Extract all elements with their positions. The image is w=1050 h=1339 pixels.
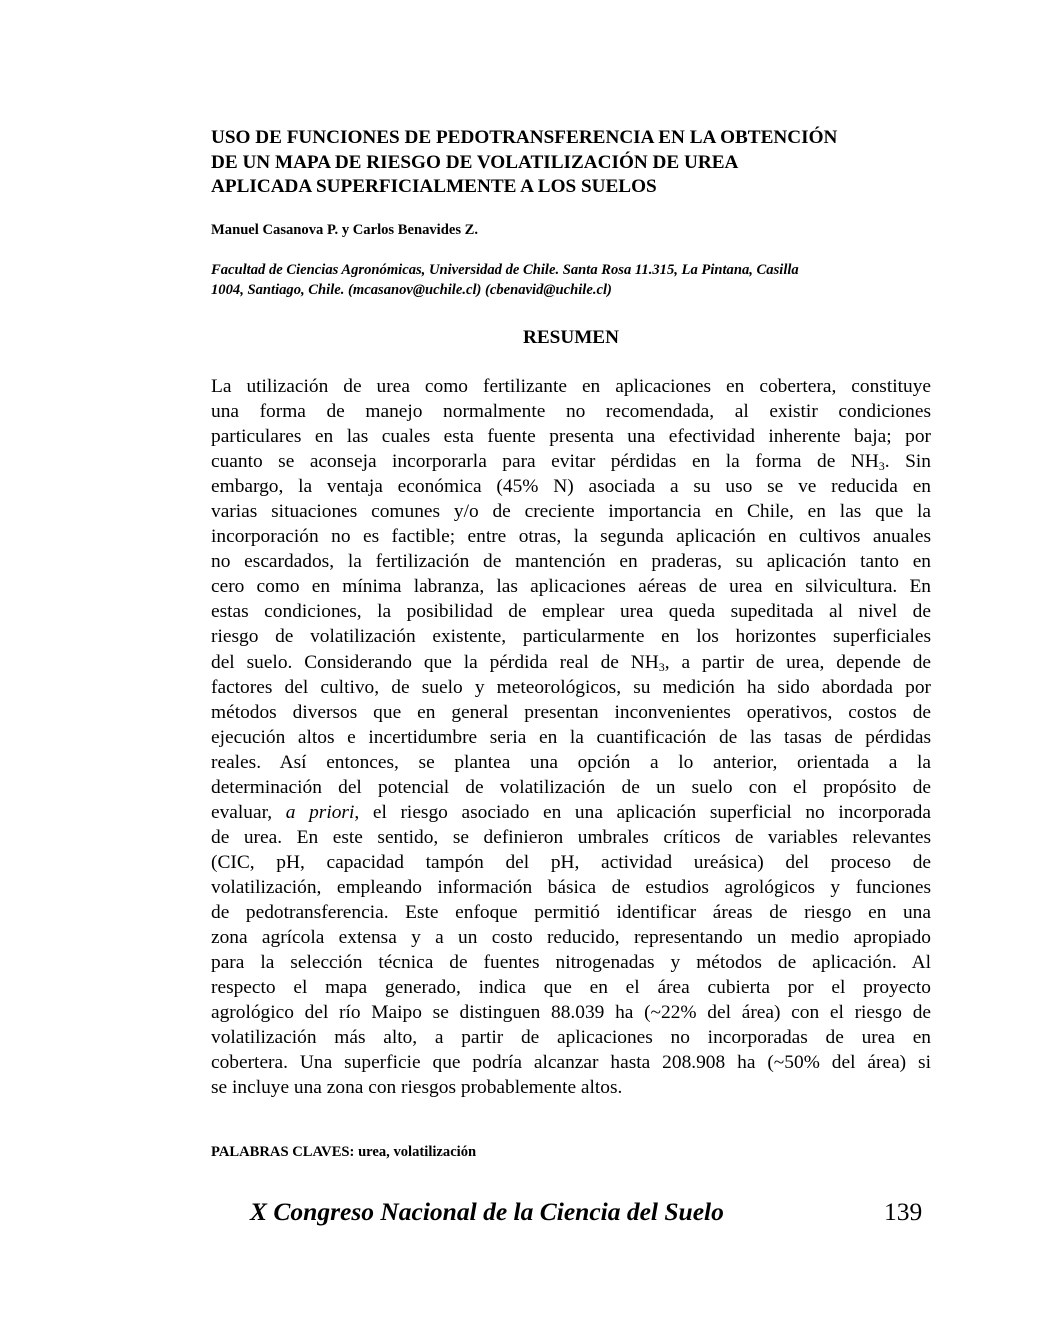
abstract-line: de urea. En este sentido, se definieron umbrales críticos de variables relevantes: [211, 826, 931, 848]
affiliation-line: Facultad de Ciencias Agronómicas, Universidad de Chile. Santa Rosa 11.315, La Pintana, Casilla: [211, 262, 799, 278]
abstract-line: factores del cultivo, de suelo y meteorológicos, su medición ha sido abordada por: [211, 676, 931, 698]
abstract-line: determinación del potencial de volatilización de un suelo con el propósito de: [211, 776, 931, 798]
affiliation-line: 1004, Santiago, Chile. (mcasanov@uchile.cl) (cbenavid@uchile.cl): [211, 281, 612, 298]
abstract-line: se incluye una zona con riesgos probablemente altos.: [211, 1077, 623, 1099]
abstract-line: ejecución altos e incertidumbre seria en la cuantificación de las tasas de pérdidas: [211, 726, 931, 748]
keywords: [211, 1143, 476, 1161]
conference-footer: X Congreso Nacional de la Ciencia del Suelo: [250, 1197, 724, 1226]
abstract-line: incorporación no es factible; entre otras, la segunda aplicación en cultivos anuales: [211, 526, 931, 548]
abstract-line: particulares en las cuales esta fuente presenta una efectividad inherente baja; por: [211, 426, 931, 448]
abstract-line: cero como en mínima labranza, las aplicaciones aéreas de urea en silvicultura. En: [211, 576, 931, 598]
title-line: DE UN MAPA DE RIESGO DE VOLATILIZACIÓN DE UREA: [211, 151, 739, 173]
abstract-line: estas condiciones, la posibilidad de emplear urea queda supeditada al nivel de: [211, 601, 931, 623]
abstract-line: varias situaciones comunes y/o de creciente importancia en Chile, en las que la: [211, 501, 931, 523]
abstract-line: no escardados, la fertilización de mantención en praderas, su aplicación tanto en: [211, 551, 931, 573]
title-line: USO DE FUNCIONES DE PEDOTRANSFERENCIA EN LA OBTENCIÓN: [211, 127, 838, 148]
abstract-line: reales. Así entonces, se plantea una opción a lo anterior, orientada a la: [211, 751, 931, 773]
page-number: 139: [884, 1197, 923, 1226]
abstract-line: agrológico del río Maipo se distinguen 88.039 ha (~22% del área) con el riesgo de: [211, 1002, 931, 1024]
abstract-line: para la selección técnica de fuentes nitrogenadas y métodos de aplicación. Al: [211, 952, 931, 974]
abstract-line: riesgo de volatilización existente, particularmente en los horizontes superficiales: [211, 626, 931, 648]
subscript: 3: [878, 459, 885, 474]
abstract-line: cobertera. Una superficie que podría alcanzar hasta 208.908 ha (~50% del área) si: [211, 1052, 931, 1074]
abstract-line: zona agrícola extensa y a un costo reducido, representando un medio apropiado: [211, 927, 931, 949]
abstract-line: evaluar, a priori, el riesgo asociado en una aplicación superficial no incorporada: [211, 801, 931, 823]
keywords-values: urea, volatilización: [358, 1144, 477, 1160]
paper-title: [211, 126, 951, 200]
abstract-line: volatilización más alto, a partir de aplicaciones no incorporadas de urea en: [211, 1027, 931, 1049]
abstract-line: de pedotransferencia. Este enfoque permitió identificar áreas de riesgo en una: [211, 901, 931, 923]
abstract-line: embargo, la ventaja económica (45% N) asociada a su uso se ve reducida en: [211, 476, 931, 498]
abstract-line: volatilización, empleando información básica de estudios agrológicos y funciones: [211, 876, 931, 898]
abstract-body: [211, 374, 931, 1100]
affiliation: [211, 261, 931, 300]
abstract-line: (CIC, pH, capacidad tampón del pH, actividad ureásica) del proceso de: [211, 851, 931, 873]
abstract-line: cuanto se aconseja incorporarla para evitar pérdidas en la forma de $NH_3$. Sin: [211, 451, 931, 474]
abstract-line: respecto el mapa generado, indica que en el área cubierta por el proyecto: [211, 977, 931, 999]
italic-term: a priori: [285, 801, 355, 823]
abstract-line: una forma de manejo normalmente no recomendada, al existir condiciones: [211, 401, 931, 423]
abstract-heading: RESUMEN: [523, 327, 619, 348]
abstract-line: métodos diversos que en general presentan inconvenientes operativos, costos de: [211, 701, 931, 723]
subscript: 3: [658, 659, 665, 674]
abstract-line: del suelo. Considerando que la pérdida real de $NH_3$, a partir de urea, depende de: [211, 651, 931, 674]
title-line: APLICADA SUPERFICIALMENTE A LOS SUELOS: [211, 176, 657, 197]
keywords-label: PALABRAS CLAVES:: [211, 1144, 355, 1160]
authors: Manuel Casanova P. y Carlos Benavides Z.: [211, 222, 479, 238]
abstract-line: La utilización de urea como fertilizante en aplicaciones en cobertera, constituye: [211, 376, 931, 397]
